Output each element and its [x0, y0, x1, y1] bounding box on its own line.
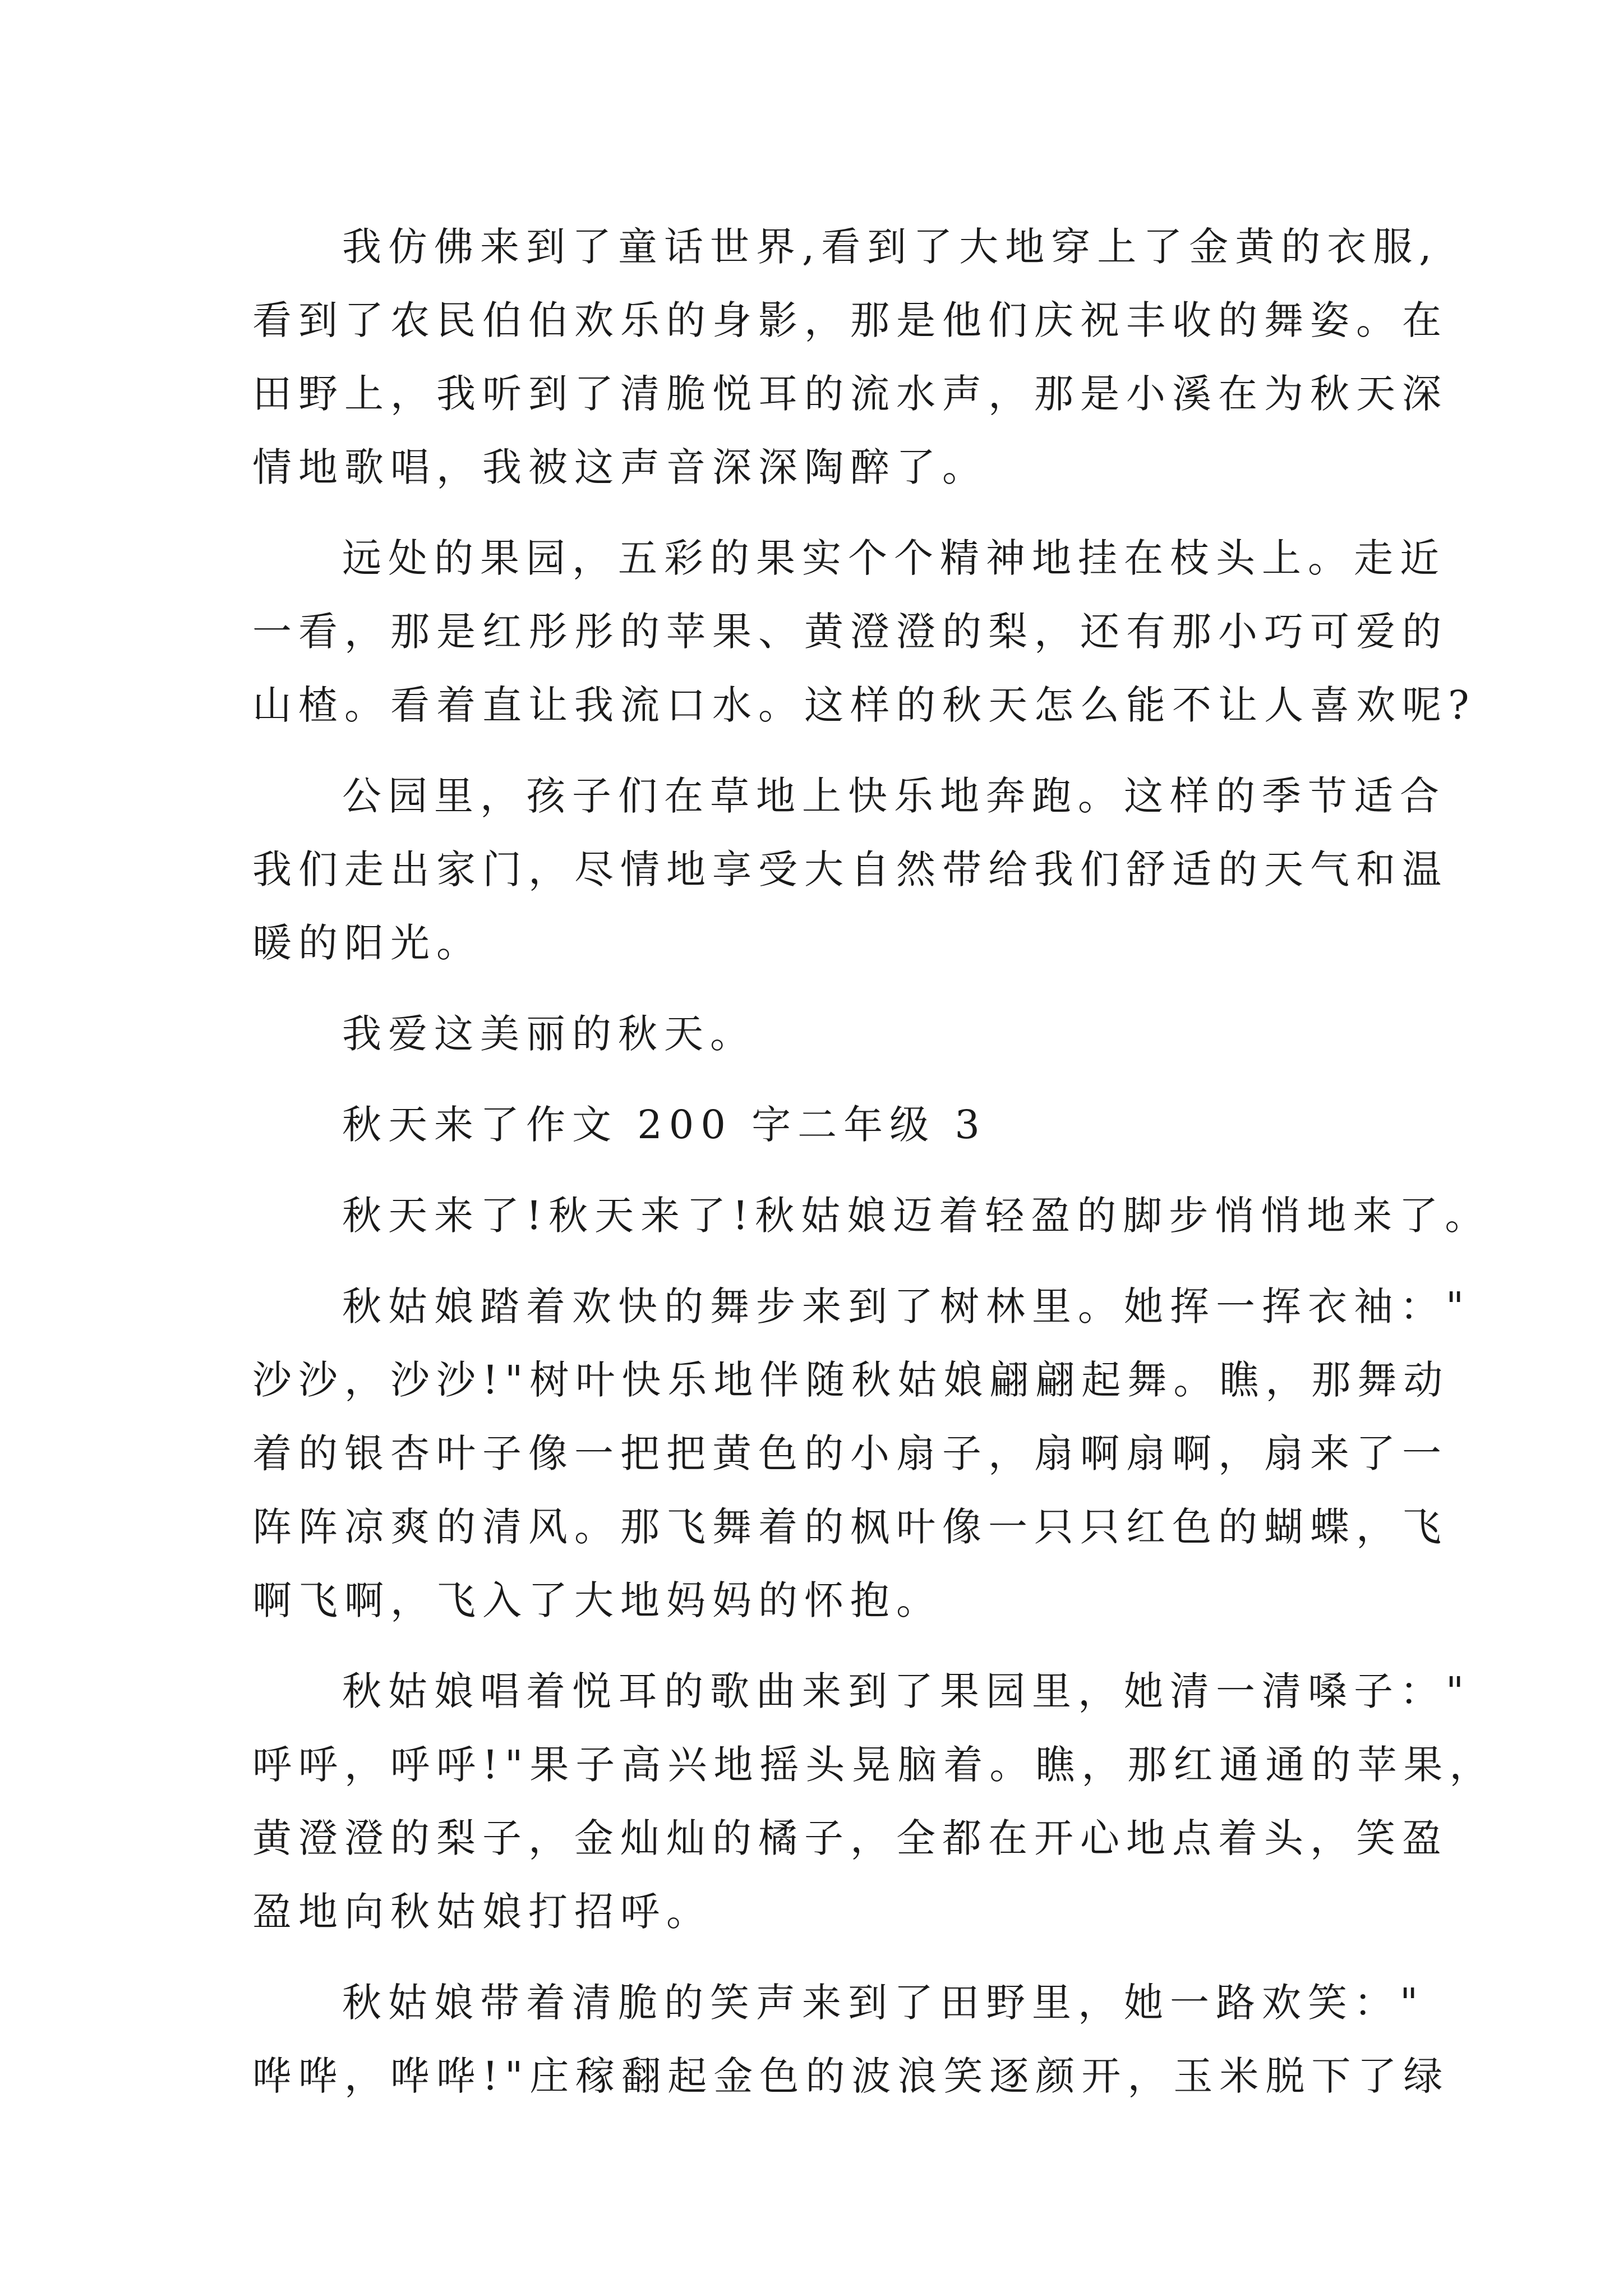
- document-body: [252, 210, 1496, 2113]
- paragraph: [252, 210, 1448, 504]
- text-line: 看到了农民伯伯欢乐的身影，那是他们庆祝丰收的舞姿。在: [252, 297, 1448, 343]
- text-line: 秋姑娘踏着欢快的舞步来到了树林里。她挥一挥衣袖：": [342, 1283, 1471, 1329]
- text-line: 山楂。看着直让我流口水。这样的秋天怎么能不让人喜欢呢?: [252, 682, 1476, 728]
- paragraph: [252, 1270, 1471, 1637]
- paragraph: [252, 522, 1476, 742]
- text-line: 沙沙，沙沙!"树叶快乐地伴随秋姑娘翩翩起舞。瞧，那舞动: [252, 1357, 1450, 1403]
- paragraph: [252, 1179, 1491, 1253]
- text-line: 秋天来了!秋天来了!秋姑娘迈着轻盈的脚步悄悄地来了。: [342, 1193, 1491, 1239]
- text-line: 情地歌唱，我被这声音深深陶醉了。: [252, 444, 988, 490]
- text-line: 呼呼，呼呼!"果子高兴地摇头晃脑着。瞧，那红通通的苹果，: [252, 1742, 1496, 1788]
- text-line: 黄澄澄的梨子，金灿灿的橘子，全都在开心地点着头，笑盈: [252, 1815, 1448, 1861]
- text-line: 我爱这美丽的秋天。: [342, 1011, 756, 1057]
- paragraph: [252, 1655, 1496, 1949]
- text-line: 秋姑娘带着清脆的笑声来到了田野里，她一路欢笑：": [342, 1980, 1425, 2026]
- text-line: 公园里，孩子们在草地上快乐地奔跑。这样的季节适合: [342, 773, 1446, 819]
- text-line: 一看，那是红彤彤的苹果、黄澄澄的梨，还有那小巧可爱的: [252, 609, 1448, 655]
- text-line: 哗哗，哗哗!"庄稼翻起金色的波浪笑逐颜开，玉米脱下了绿: [252, 2053, 1450, 2099]
- text-line: 着的银杏叶子像一把把黄色的小扇子，扇啊扇啊，扇来了一: [252, 1430, 1448, 1476]
- text-line: 暖的阳光。: [252, 920, 482, 966]
- paragraph: [252, 1966, 1450, 2113]
- text-line: 啊飞啊，飞入了大地妈妈的怀抱。: [252, 1577, 942, 1623]
- paragraph: [252, 997, 1380, 1071]
- text-line: 远处的果园，五彩的果实个个精神地挂在枝头上。走近: [342, 535, 1446, 581]
- section-heading: [252, 1088, 1380, 1162]
- text-line: 秋天来了作文 200 字二年级 3: [342, 1102, 986, 1148]
- text-line: 阵阵凉爽的清风。那飞舞着的枫叶像一只只红色的蝴蝶，飞: [252, 1504, 1448, 1550]
- text-line: 我仿佛来到了童话世界,看到了大地穿上了金黄的衣服,: [342, 224, 1438, 270]
- text-line: 盈地向秋姑娘打招呼。: [252, 1889, 712, 1935]
- text-line: 田野上，我听到了清脆悦耳的流水声，那是小溪在为秋天深: [252, 371, 1448, 417]
- text-line: 秋姑娘唱着悦耳的歌曲来到了果园里，她清一清嗓子：": [342, 1668, 1471, 1714]
- text-line: 我们走出家门，尽情地享受大自然带给我们舒适的天气和温: [252, 846, 1448, 892]
- paragraph: [252, 760, 1448, 980]
